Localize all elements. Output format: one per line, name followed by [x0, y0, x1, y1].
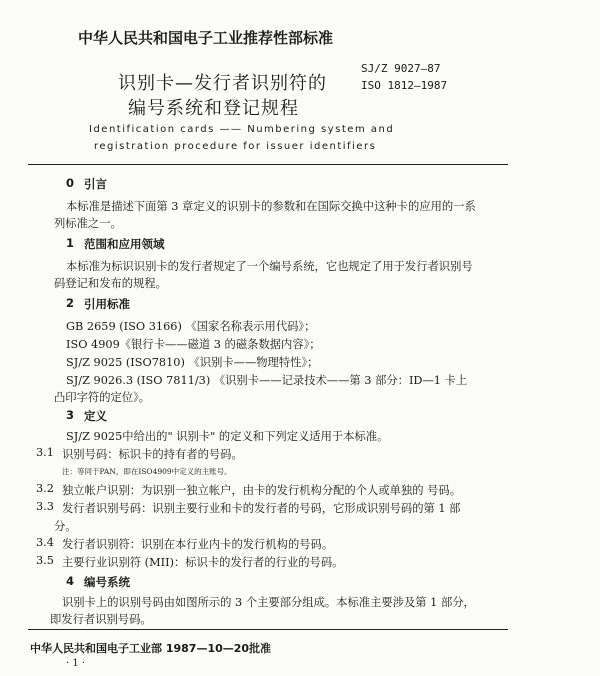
section-4-para-line2: 即发行者识别号码。 [50, 613, 152, 626]
approval-line: 中华人民共和国电子工业部 1987—10—20批准 [30, 642, 272, 655]
definition-3-2-text: 独立帐户识别：为识别一独立帐户，由卡的发行机构分配的个人或单独的 号码。 [62, 484, 461, 497]
section-1-para-line1: 本标准为标识识别卡的发行者规定了一个编号系统，它也规定了用于发行者识别号 [66, 260, 473, 273]
definition-3-5-number: 3.5 [36, 554, 54, 567]
section-2-title: 引用标准 [84, 297, 130, 311]
section-2-number: 2 [66, 296, 75, 310]
section-3-intro: SJ/Z 9025中给出的" 识别卡" 的定义和下列定义适用于本标准。 [66, 430, 389, 443]
title-zh-line2: 编号系统和登记规程 [128, 98, 299, 119]
definition-3-5-text: 主要行业识别符 (MII)：标识卡的发行者的行业的号码。 [62, 556, 344, 569]
definition-3-2-number: 3.2 [36, 482, 54, 495]
reference-sjz9026-line2: 凸印字符的定位》。 [54, 391, 151, 404]
section-4-number: 4 [66, 574, 75, 588]
definition-3-4-text: 发行者识别符：识别在本行业内卡的发行机构的号码。 [62, 538, 334, 551]
top-divider [28, 164, 508, 165]
definition-3-3-text: 发行者识别号码：识别主要行业和卡的发行者的号码，它形成识别号码的第 1 部 [62, 502, 461, 515]
section-1-para-line2: 码登记和发布的规程。 [54, 277, 167, 290]
reference-sjz9025: SJ/Z 9025 (ISO7810) 《识别卡——物理特性》； [66, 356, 319, 369]
section-3-number: 3 [66, 408, 75, 422]
reference-gb2659: GB 2659 (ISO 3166) 《国家名称表示用代码》； [66, 320, 316, 333]
section-4-title: 编号系统 [84, 575, 130, 589]
section-1-number: 1 [66, 236, 75, 250]
definition-3-3-number: 3.3 [36, 500, 54, 513]
definition-3-1-text: 识别号码：标识卡的持有者的号码。 [62, 448, 243, 461]
section-0-para-line2: 列标准之一。 [54, 217, 122, 230]
iso-standard-number: ISO 1812—1987 [361, 79, 448, 92]
reference-sjz9026-line1: SJ/Z 9026.3 (ISO 7811/3) 《识别卡——记录技术——第 3 部分：ID—1 卡上 [66, 374, 468, 387]
reference-iso4909: ISO 4909《银行卡——磁道 3 的磁条数据内容》； [66, 338, 321, 351]
bottom-divider [28, 629, 508, 630]
definition-3-1-note: 注：等同于PAN，即在ISO4909中定义的主账号。 [62, 467, 232, 476]
org-standard-title: 中华人民共和国电子工业推荐性部标准 [78, 29, 334, 47]
title-zh-line1: 识别卡—发行者识别符的 [118, 73, 327, 94]
sj-standard-number: SJ/Z 9027—87 [361, 62, 441, 75]
section-0-number: 0 [66, 176, 75, 190]
section-1-title: 范围和应用领域 [84, 237, 165, 251]
definition-3-4-number: 3.4 [36, 536, 54, 549]
definition-3-3-text-cont: 分。 [54, 520, 77, 533]
section-4-para-line1: 识别卡上的识别号码由如图所示的 3 个主要部分组成。本标准主要涉及第 1 部分， [62, 596, 475, 609]
section-0-para-line1: 本标准是描述下面第 3 章定义的识别卡的参数和在国际交换中这种卡的应用的一系 [66, 200, 476, 213]
definition-3-1-number: 3.1 [36, 446, 54, 459]
section-3-title: 定义 [84, 409, 107, 423]
section-0-title: 引言 [84, 177, 107, 191]
page-number: · 1 · [66, 658, 86, 669]
title-en-line2: registration procedure for issuer identifiers [94, 141, 377, 152]
title-en-line1: Identification cards —— Numbering system and [89, 124, 395, 135]
